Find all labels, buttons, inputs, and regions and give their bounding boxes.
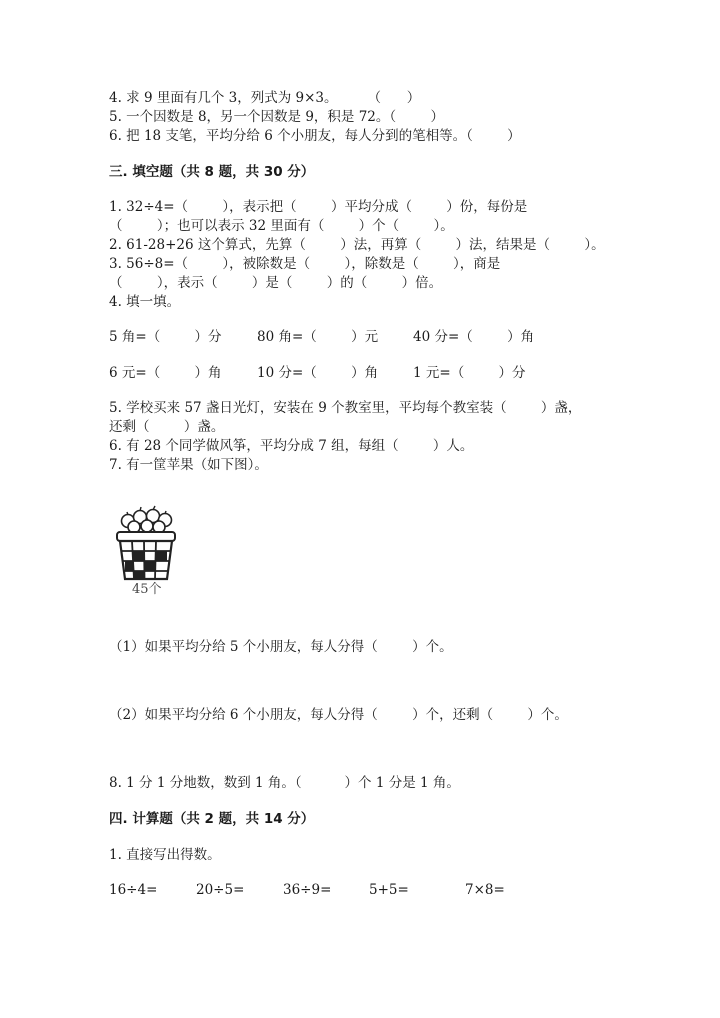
fill-q6: 6. 有 28 个同学做风筝，平均分成 7 组，每组（ ）人。 <box>109 438 474 454</box>
judge-item-5: 5. 一个因数是 8，另一个因数是 9，积是 72。（ ） <box>109 109 444 125</box>
calc-item: 20÷5= <box>196 882 245 898</box>
calc-item: 16÷4= <box>109 882 158 898</box>
fill-q4-r1-c3: 40 分=（ ）角 <box>413 329 535 345</box>
fill-q7-sub2: （2）如果平均分给 6 个小朋友，每人分得（ ）个，还剩（ ）个。 <box>109 707 568 723</box>
fill-q3-line1: 3. 56÷8=（ ），被除数是（ ），除数是（ ），商是 <box>109 256 501 272</box>
calc-item: 5+5= <box>369 882 409 898</box>
section-fill-title: 三. 填空题（共 8 题，共 30 分） <box>109 164 315 180</box>
judge-item-4: 4. 求 9 里面有几个 3，列式为 9×3。 （ ） <box>109 90 421 106</box>
fill-q4: 4. 填一填。 <box>109 294 181 310</box>
calc-q1: 1. 直接写出得数。 <box>109 847 221 863</box>
calc-item: 36÷9= <box>283 882 332 898</box>
fill-q7: 7. 有一筐苹果（如下图）。 <box>109 457 268 473</box>
fill-q4-r2-c2: 10 分=（ ）角 <box>257 365 379 381</box>
fill-q4-r2-c1: 6 元=（ ）角 <box>109 365 222 381</box>
fill-q4-r2-c3: 1 元=（ ）分 <box>413 365 526 381</box>
basket-caption: 45个 <box>132 582 162 597</box>
calc-item: 7×8= <box>465 882 505 898</box>
fill-q8: 8. 1 分 1 分地数，数到 1 角。（ ）个 1 分是 1 角。 <box>109 775 460 791</box>
fill-q4-r1-c1: 5 角=（ ）分 <box>109 329 222 345</box>
section-calc-title: 四. 计算题（共 2 题，共 14 分） <box>109 811 315 827</box>
fill-q2: 2. 61-28+26 这个算式，先算（ ）法，再算（ ）法，结果是（ ）。 <box>109 237 605 253</box>
judge-item-6: 6. 把 18 支笔，平均分给 6 个小朋友，每人分到的笔相等。（ ） <box>109 128 521 144</box>
fill-q7-sub1: （1）如果平均分给 5 个小朋友，每人分得（ ）个。 <box>109 639 453 655</box>
fill-q4-r1-c2: 80 角=（ ）元 <box>257 329 379 345</box>
fill-q1-line1: 1. 32÷4=（ ），表示把（ ）平均分成（ ）份，每份是 <box>109 199 528 215</box>
fill-q5-line1: 5. 学校买来 57 盏日光灯，安装在 9 个教室里，平均每个教室装（ ）盏， <box>109 400 582 416</box>
fill-q1-line2: （ ）；也可以表示 32 里面有（ ）个（ ）。 <box>109 218 454 234</box>
fill-q5-line2: 还剩（ ）盏。 <box>109 419 225 435</box>
fill-q3-line2: （ ），表示（ ）是（ ）的（ ）倍。 <box>109 275 443 291</box>
